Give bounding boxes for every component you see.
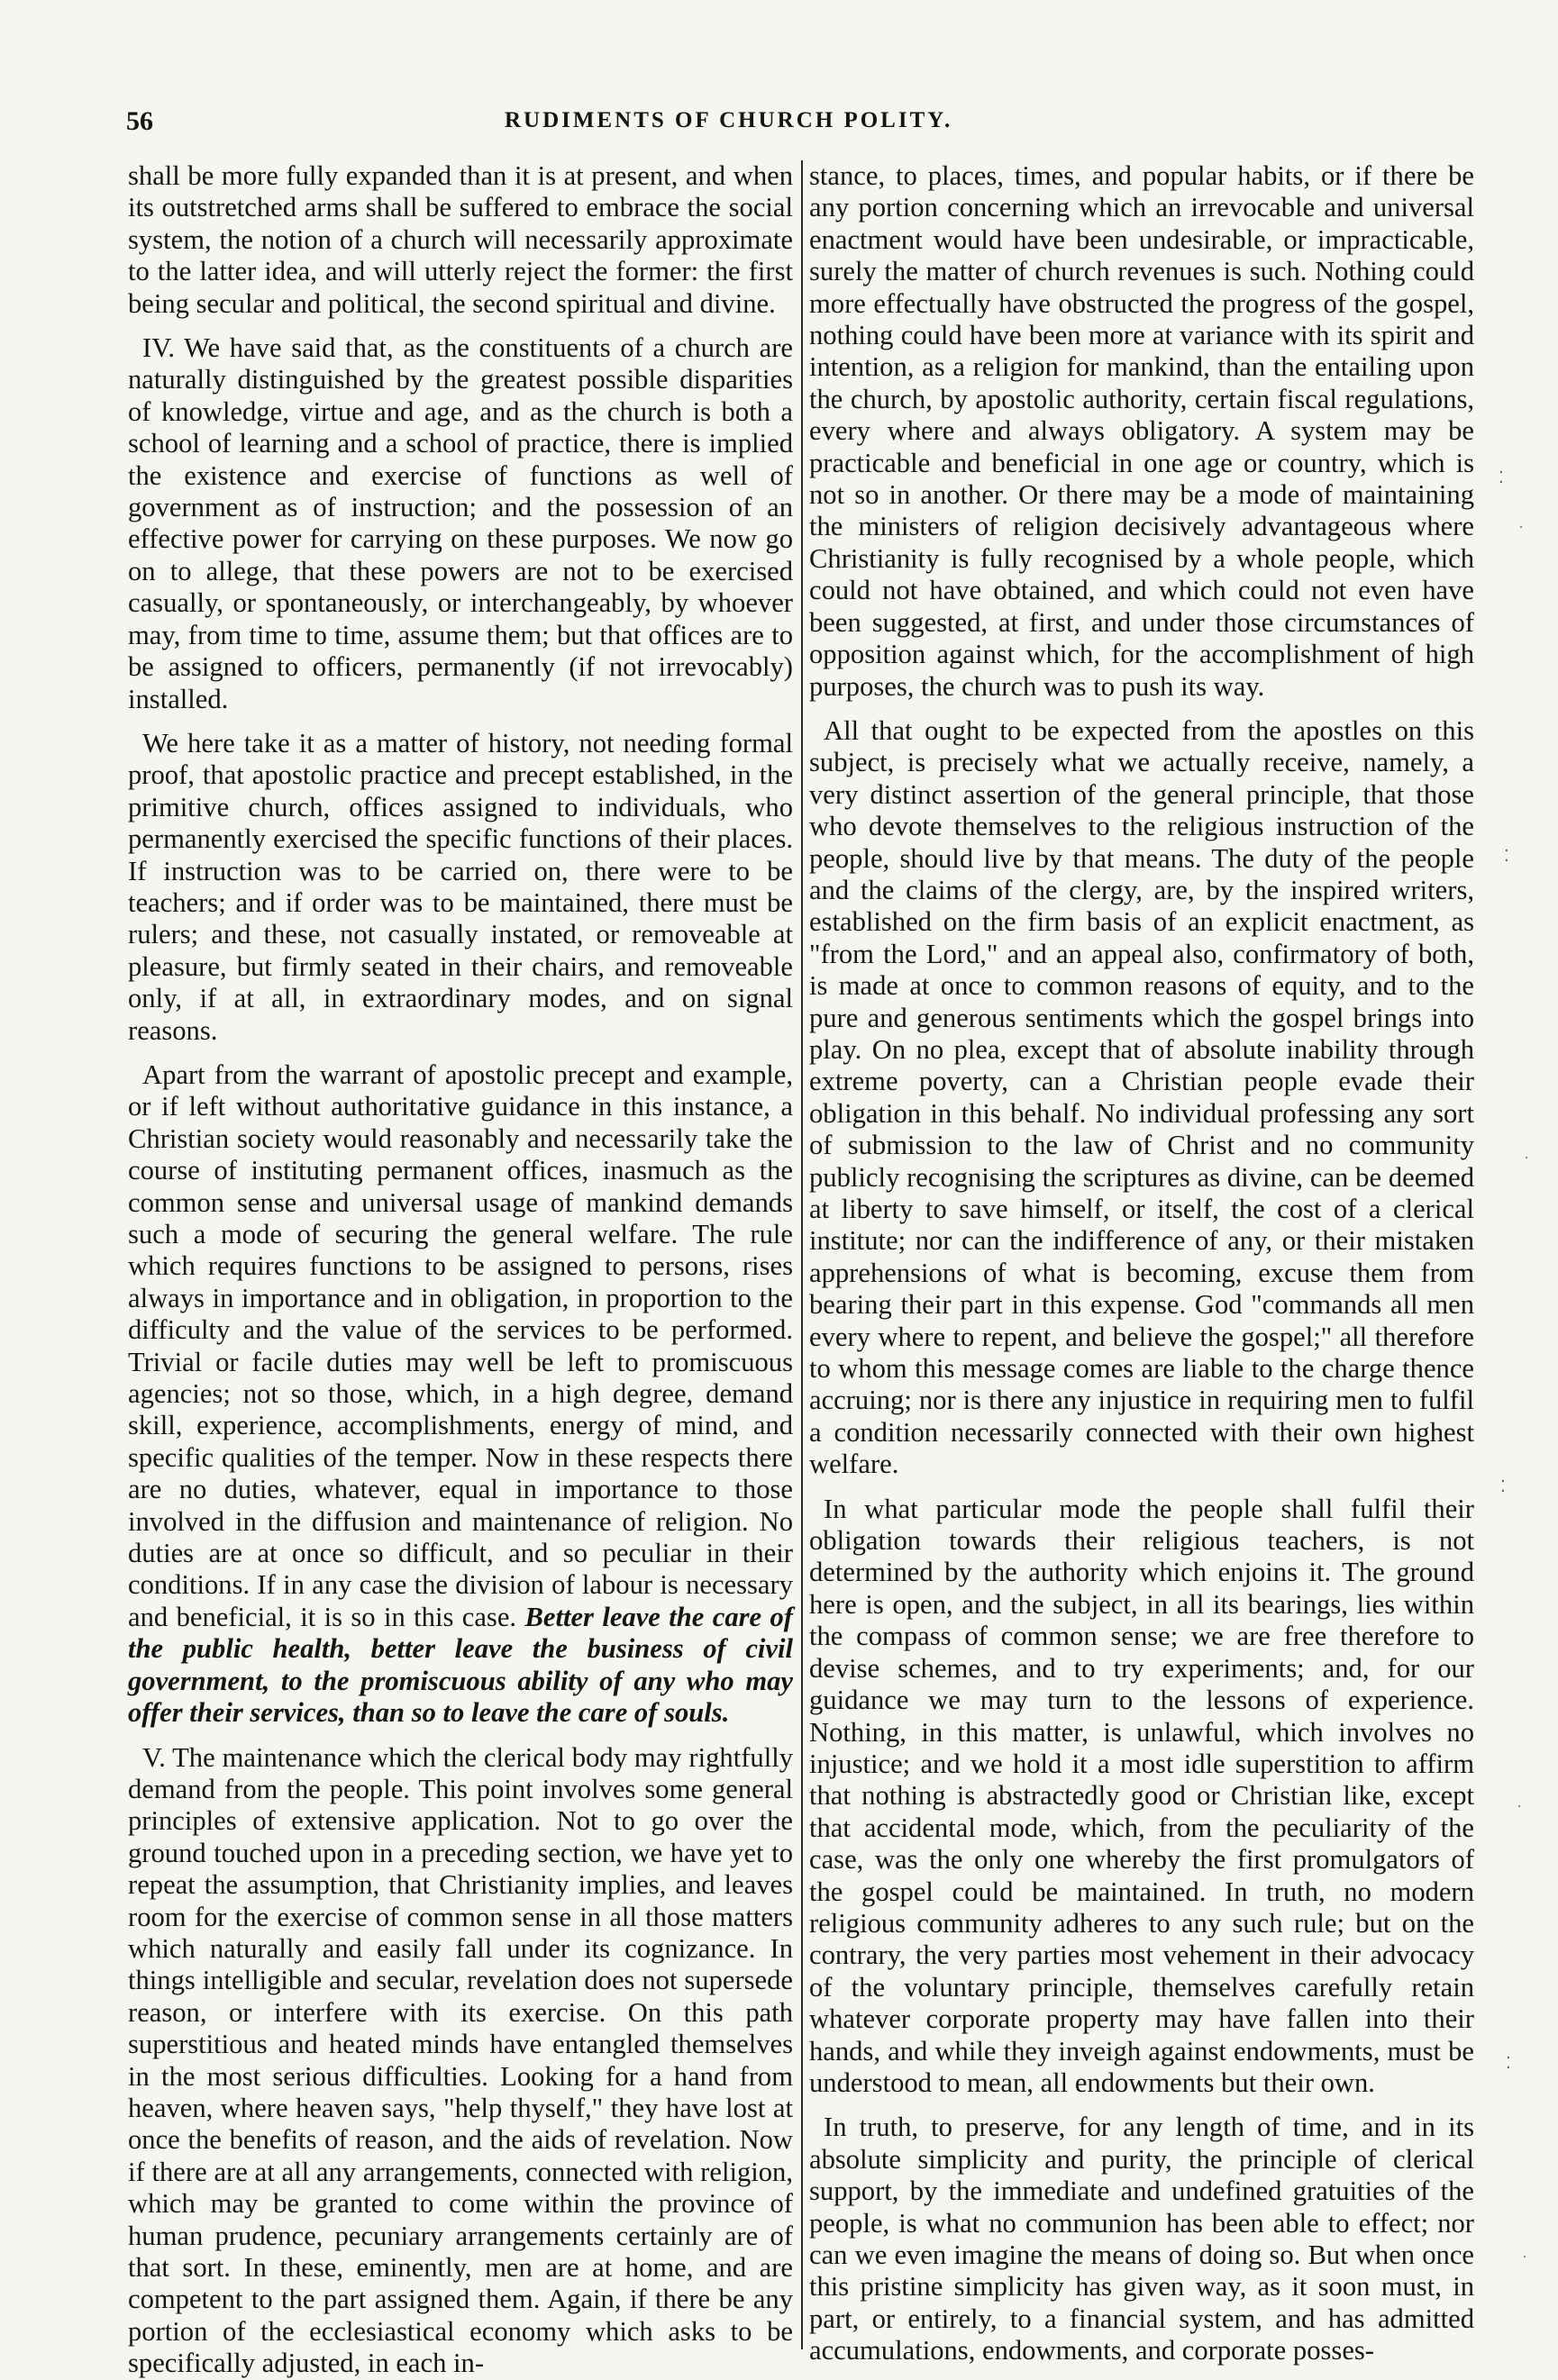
paragraph: shall be more fully expanded than it is at present, and when its outstretched arms shall be suffered to embrace the social system, the notion of a church will necessarily approximate to the latter idea, and will utterly reject the former: the first being secular and political, the second spiritual and divine. (128, 160, 793, 319)
paragraph: In truth, to preserve, for any length of time, and in its absolute simplicity and purity, the principle of clerical support, by the immediate and undefined gratuities of the people, is what no communion has been able to effect; nor can we even imagine the means of doing so. But when once this pristine simplicity has given way, as it soon must, in part, or entirely, to a financial system, and has admitted accumulations, endowments, and corporate posses- (809, 2112, 1474, 2366)
text-columns (128, 160, 1507, 2379)
paragraph: We here take it as a matter of history, not needing formal proof, that apostolic practice and precept established, in the primitive church, offices assigned to individuals, who permanently exercised the specific functions of their places. If instruction was to be carried on, there were to be teachers; and if order was to be maintained, there must be rulers; and these, not casually instated, or removeable at pleasure, but firmly seated in their chairs, and removeable only, if at all, in extraordinary modes, and on signal reasons. (128, 727, 793, 1046)
column-rule (801, 160, 803, 2349)
scan-edge-noise: ⁚ ˙ ⁚ ˙ ⁚ ˙ ⁚ ˙ (1499, 468, 1529, 2270)
paragraph: stance, to places, times, and popular habits, or if there be any portion concerning which an irrevocable and universal enactment would have been undesirable, or impracticable, surely the matter of church revenues is such. Nothing could more effectually have obstructed the progress of the gospel, nothing could have been more at variance with its spirit and intention, as a religion for mankind, than the entailing upon the church, by apostolic authority, certain fiscal regulations, every where and always obligatory. A system may be practicable and beneficial in one age or country, which is not so in another. Or there may be a mode of maintaining the ministers of religion decisively advantageous where Christianity is fully recognised by a whole people, which could not have obtained, and which could not even have been suggested, at first, and under those circumstances of opposition against which, for the accomplishment of high purposes, the church was to push its way. (809, 160, 1474, 702)
paragraph: In what particular mode the people shall fulfil their obligation towards their religious teachers, is not determined by the authority which enjoins it. The ground here is open, and the subject, in all its bearings, lies within the compass of common sense; we are free therefore to devise schemes, and to try experiments; and, for our guidance we may turn to the lessons of experience. Nothing, in this matter, is unlawful, which involves no injustice; and we hold it a most idle superstition to affirm that nothing is abstractedly good or Christian like, except that accidental mode, which, from the peculiarity of the case, was the only one whereby the first promulgators of the gospel could be maintained. In truth, no modern religious community adheres to any such rule; but on the contrary, the very parties most vehement in their advocacy of the voluntary principle, themselves carefully retain whatever corporate property may have fallen into their hands, and while they inveigh against endowments, must be understood to mean, all endowments but their own. (809, 1493, 1474, 2098)
paragraph: V. The maintenance which the clerical body may rightfully demand from the people. This point involves some general principles of extensive application. Not to go over the ground touched upon in a preceding section, we have yet to repeat the assumption, that Christianity implies, and leaves room for the exercise of common sense in all those matters which naturally and easily fall under its cognizance. In things intelligible and secular, revelation does not supersede reason, or interfere with its exercise. On this path superstitious and heated minds have entangled themselves in the most serious difficulties. Looking for a hand from heaven, where heaven says, "help thyself," they have lost at once the benefits of reason, and the aids of revelation. Now if there are at all any arrangements, connected with religion, which may be granted to come within the province of human prudence, pecuniary arrangements certainly are of that sort. In these, eminently, men are at home, and are competent to the part assigned them. Again, if there be any portion of the ecclesiastical economy which asks to be specifically adjusted, in each in- (128, 1741, 793, 2379)
paragraph: IV. We have said that, as the constituents of a church are naturally distinguished by the greatest possible disparities of knowledge, virtue and age, and as the church is both a school of learning and a school of practice, there is implied the existence and exercise of functions as well of government as of instruction; and the possession of an effective power for carrying on these purposes. We now go on to allege, that these powers are not to be exercised casually, or spontaneously, or interchangeably, by whoever may, from time to time, assume them; but that offices are to be assigned to officers, permanently (if not irrevocably) installed. (128, 332, 793, 714)
paragraph: All that ought to be expected from the apostles on this subject, is precisely what we actually receive, namely, a very distinct assertion of the general principle, that those who devote themselves to the religious instruction of the people, should live by that means. The duty of the people and the claims of the clergy, are, by the inspired writers, established on the firm basis of an explicit enactment, as "from the Lord," and an appeal also, confirmatory of both, is made at once to common reasons of equity, and to the pure and generous sentiments which the gospel brings into play. On no plea, except that of absolute inability through extreme poverty, can a Christian people evade their obligation in this behalf. No individual professing any sort of submission to the law of Christ and no community publicly recognising the scriptures as divine, can be deemed at liberty to save himself, or itself, the cost of a clerical institute; nor can the indifference of any, or their mistaken apprehensions of what is becoming, excuse them from bearing their part in this expense. God "commands all men every where to repent, and believe the gospel;" all therefore to whom this message comes are liable to the charge thence accruing; nor is there any injustice in requiring men to fulfil a condition necessarily connected with their own highest welfare. (809, 714, 1474, 1480)
right-column (809, 160, 1474, 2366)
paragraph: Apart from the warrant of apostolic precept and example, or if left without authoritative guidance in this instance, a Christian society would reasonably and necessarily take the course of instituting permanent offices, inasmuch as the common sense and universal usage of mankind demands such a mode of securing the general welfare. The rule which requires functions to be assigned to persons, rises always in importance and in obligation, in proportion to the difficulty and the value of the services to be performed. Trivial or facile duties may well be left to promiscuous agencies; not so those, which, in a high degree, demand skill, experience, accomplishments, energy of mind, and specific qualities of the temper. Now in these respects there are no duties, whatever, equal in importance to those involved in the diffusion and maintenance of religion. No duties are at once so difficult, and so peculiar in their conditions. If in any case the division of labour is necessary and beneficial, it is so in this case. Better leave the care of the public health, better leave the business of civil government, to the promiscuous ability of any who may offer their services, than so to leave the care of souls. (128, 1058, 793, 1729)
left-column (128, 160, 793, 2379)
page-number: 56 (126, 106, 153, 136)
emphasis-text: Better leave the care of the public health, better leave the business of civil government, to the promiscuous ability of any who may offer their services, than so to leave the care of souls. (128, 1601, 793, 1729)
page-header (126, 106, 1532, 142)
running-head: RUDIMENTS OF CHURCH POLITY. (505, 108, 953, 132)
